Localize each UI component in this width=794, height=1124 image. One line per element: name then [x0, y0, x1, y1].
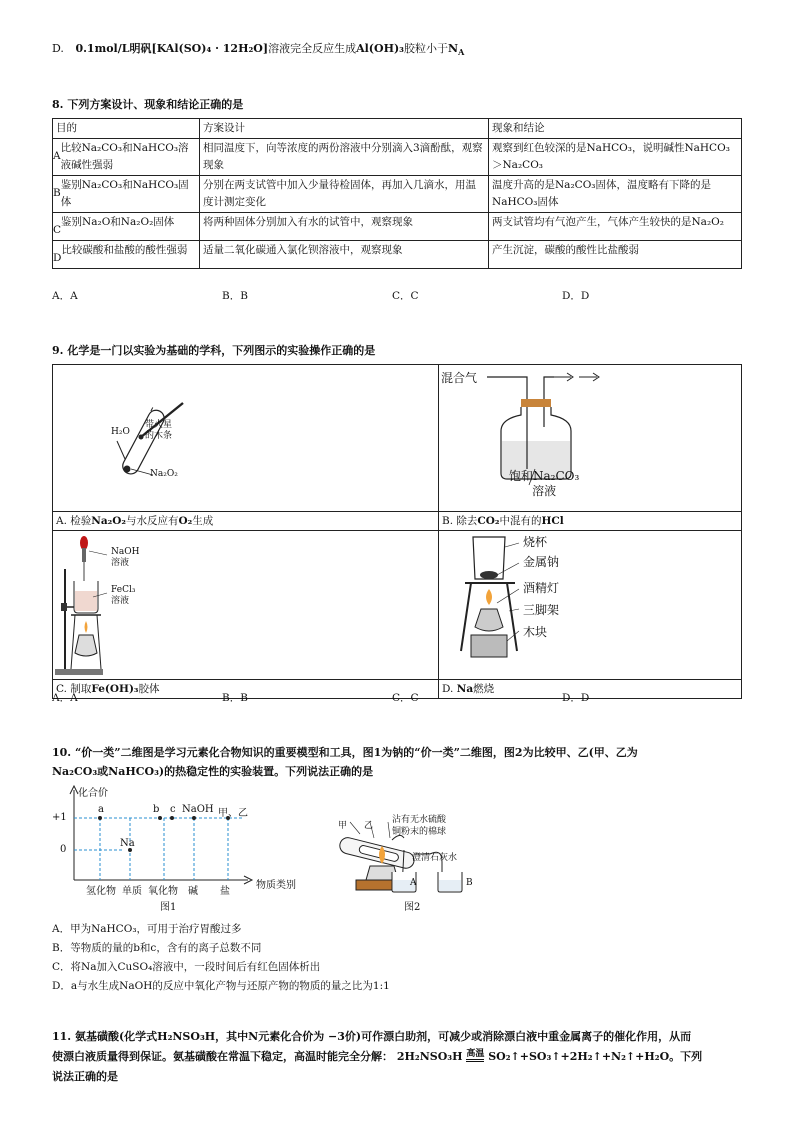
row-a-design: 相同温度下，向等浓度的两份溶液中分别滴入3滴酚酞，观察现象 [200, 139, 489, 176]
caption-c[interactable]: C. 制取Fe(OH)₃胶体 [53, 679, 438, 698]
table-row [53, 213, 742, 241]
point-b [158, 816, 162, 820]
q11-stem-1: 11. 氨基磺酸(化学式H₂NSO₃H，其中N元素化合价为 −3价)可作漂白助剂，可减少或消除漂白液中重金属离子的催化作用，从而 [52, 1030, 692, 1043]
label-beaker: 烧杯 [523, 535, 548, 549]
row-d-purpose: D 比较碳酸和盐酸的酸性强弱 [53, 241, 200, 269]
point-naoh [192, 816, 196, 820]
label-fecl3: FeCl₃ 溶液 [111, 585, 136, 606]
option-d[interactable]: D．a与水生成NaOH的反应中氧化产物与还原产物的物质的量之比为1:1 [52, 980, 390, 992]
row-b-result: 温度升高的是Na₂CO₃固体，温度略有下降的是NaHCO₃固体 [489, 176, 742, 213]
row-d-design: 适量二氧化碳通入氯化钡溶液中，观察现象 [200, 241, 489, 269]
point-c [170, 816, 174, 820]
label-lamp: 酒精灯 [523, 581, 560, 595]
q8-choices [52, 288, 732, 303]
q11-stem-2: 使漂白液质量得到保证。氨基磺酸在常温下稳定，高温时能完全分解： 2H₂NSO₃H 高温 SO₂↑+SO₃↑+2H₂↑+N₂↑+H₂O。下列 [52, 1049, 703, 1063]
q7-option-d: D. 0.1mol/L明矾[KAl(SO)₄ · 12H₂O]溶液完全反应生成Al(OH)₃胶粒小于$N_A$ [52, 42, 465, 58]
row-b-purpose: B 鉴别Na₂CO₃和NaHCO₃固体 [53, 176, 200, 213]
solid-sample [124, 466, 131, 473]
label-beaker-b: B [466, 878, 473, 888]
label-tripod: 三脚架 [523, 603, 560, 617]
tick-zero: 0 [60, 844, 67, 855]
fig-d [439, 531, 741, 679]
cat-oxide: 氧化物 [148, 886, 178, 897]
row-b-design: 分别在两支试管中加入少量待检固体，再加入几滴水，用温度计测定变化 [200, 176, 489, 213]
label-sodium: 金属钠 [523, 555, 560, 569]
q10-stem-1: 10. “价一类”二维图是学习元素化合物知识的重要模型和工具，图1为钠的“价一类”二维图，图2为比较甲、乙(甲、乙为 [52, 746, 638, 759]
option-a[interactable]: A．甲为NaHCO₃，可用于治疗胃酸过多 [52, 923, 242, 935]
test-tube-figure [53, 365, 438, 511]
q11-stem-3: 说法正确的是 [52, 1070, 118, 1083]
q9-choices [52, 690, 732, 705]
cat-salt: 盐 [220, 886, 230, 897]
label-b: b [153, 804, 160, 815]
q10-stem-2: Na₂CO₃或NaHCO₃)的热稳定性的实验装置。下列说法正确的是 [52, 765, 374, 778]
choice-d[interactable]: D．D [562, 692, 590, 704]
choice-b[interactable]: B．B [222, 290, 248, 302]
x-label: 物质类别 [256, 880, 296, 891]
label-a: a [98, 804, 104, 815]
option-b[interactable]: B．等物质的量的b和c，含有的离子总数不同 [52, 942, 262, 954]
choice-b[interactable]: B．B [222, 692, 248, 704]
gas-washing-bottle-figure [439, 365, 744, 511]
point-a [98, 816, 102, 820]
label-jia-yi: 甲、乙 [218, 808, 248, 819]
label-limewater: 澄清石灰水 [412, 853, 458, 863]
y-label: 化合价 [78, 788, 108, 799]
q10-options [52, 920, 390, 996]
fig-c [53, 531, 438, 679]
fig2-caption: 图2 [404, 902, 421, 913]
fig1-caption: 图1 [160, 902, 177, 913]
caption-d[interactable]: D. Na燃烧 [439, 679, 741, 698]
row-a-result: 观察到红色较深的是NaHCO₃，说明碱性NaHCO₃＞Na₂CO₃ [489, 139, 742, 176]
q8-table [52, 118, 742, 269]
q8-stem: 8. 下列方案设计、现象和结论正确的是 [52, 98, 244, 111]
choice-c[interactable]: C．C [392, 692, 419, 704]
label-water: H₂O [111, 427, 130, 437]
label-cotton-1: 沾有无水硫酸 [392, 815, 447, 825]
table-row [53, 176, 742, 213]
option-c[interactable]: C．将Na加入CuSO₄溶液中，一段时间后有红色固体析出 [52, 961, 321, 973]
label-na: Na [120, 838, 135, 849]
caption-b[interactable]: B. 除去CO₂中混有的HCl [439, 511, 741, 530]
cat-element: 单质 [122, 886, 142, 897]
fig-b [439, 365, 741, 511]
label-naoh: NaOH 溶液 [111, 547, 140, 568]
table-row [53, 241, 742, 269]
label-jia: 甲 [338, 821, 348, 831]
label-beaker-a: A [410, 878, 417, 888]
row-c-result: 两支试管均有气泡产生，气体产生较快的是Na₂O₂ [489, 213, 742, 241]
header-design: 方案设计 [200, 119, 489, 139]
row-c-purpose: C 鉴别Na₂O和Na₂O₂固体 [53, 213, 200, 241]
cat-base: 碱 [188, 886, 198, 897]
label-c: c [170, 804, 176, 815]
label-cotton-2: 铜粉末的棉球 [392, 827, 447, 837]
header-purpose: 目的 [53, 119, 200, 139]
label-yi: 乙 [364, 821, 374, 831]
fig-a [53, 365, 438, 511]
cat-hydride: 氢化物 [86, 886, 116, 897]
fig2-thermal-stability [330, 808, 500, 918]
caption-a[interactable]: A. 检验Na₂O₂与水反应有O₂生成 [53, 511, 438, 530]
label-solution: 饱和Na₂CO₃ 溶液 [509, 469, 580, 498]
choice-a[interactable]: A．A [52, 692, 78, 704]
label-naoh: NaOH [182, 804, 214, 815]
q9-table [52, 364, 742, 699]
label-gas: 混合气 [441, 371, 478, 385]
tick-plus1: +1 [52, 812, 67, 823]
row-d-result: 产生沉淀，碳酸的酸性比盐酸弱 [489, 241, 742, 269]
label-solid: Na₂O₂ [150, 469, 178, 479]
label-wood: 木块 [523, 625, 548, 639]
fig1-valence-chart [52, 782, 322, 912]
sodium-burning-figure [439, 531, 744, 679]
header-result: 现象和结论 [489, 119, 742, 139]
choice-d[interactable]: D．D [562, 290, 590, 302]
table-row [53, 139, 742, 176]
label-splint: 带火星 的木条 [145, 420, 173, 441]
q9-stem: 9. 化学是一门以实验为基础的学科，下列图示的实验操作正确的是 [52, 344, 376, 357]
choice-c[interactable]: C．C [392, 290, 419, 302]
row-c-design: 将两种固体分别加入有水的试管中，观察现象 [200, 213, 489, 241]
table-row [53, 119, 742, 139]
row-a-purpose: A 比较Na₂CO₃和NaHCO₃溶液碱性强弱 [53, 139, 200, 176]
choice-a[interactable]: A．A [52, 290, 78, 302]
